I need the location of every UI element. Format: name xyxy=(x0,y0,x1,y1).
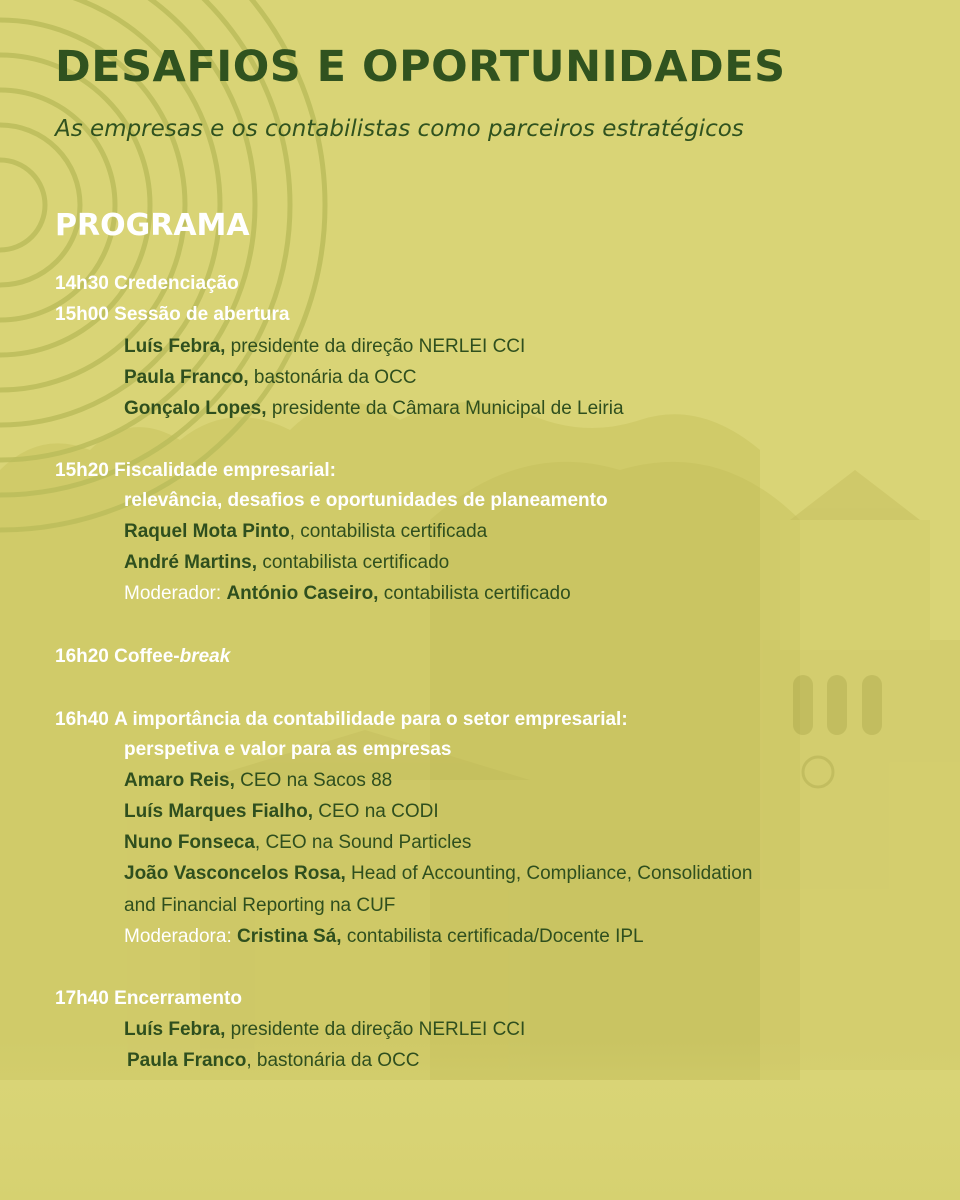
schedule-item-credenciacao xyxy=(55,269,239,299)
page-title: DESAFIOS E OPORTUNIDADES xyxy=(55,42,786,92)
speaker-line xyxy=(124,797,439,827)
speaker-line xyxy=(124,394,624,424)
schedule-title: Credenciação xyxy=(114,273,239,294)
page-subtitle: As empresas e os contabilistas como parceiros estratégicos xyxy=(55,116,744,142)
speaker-name: Luís Febra, xyxy=(124,336,226,357)
speaker-line xyxy=(124,517,487,547)
speaker-name: Luís Marques Fialho, xyxy=(124,801,313,822)
speaker-line xyxy=(124,766,392,796)
program-heading: PROGRAMA xyxy=(55,208,250,243)
speaker-role: CEO na CODI xyxy=(318,801,439,822)
speaker-role: contabilista certificado xyxy=(383,583,571,604)
schedule-time: 15h20 xyxy=(55,460,109,481)
speaker-role: bastonária da OCC xyxy=(253,367,417,388)
speaker-name: Raquel Mota Pinto xyxy=(124,521,290,542)
speaker-role: contabilista certificado xyxy=(262,552,450,573)
schedule-time: 17h40 xyxy=(55,988,109,1009)
speaker-name: Gonçalo Lopes, xyxy=(124,398,267,419)
schedule-item-encerramento xyxy=(55,984,242,1014)
schedule-time: 14h30 xyxy=(55,273,109,294)
speaker-name: Luís Febra, xyxy=(124,1019,226,1040)
schedule-title: Coffee- xyxy=(114,646,180,667)
speaker-role: , contabilista certificada xyxy=(289,521,488,542)
speaker-name: João Vasconcelos Rosa, xyxy=(124,863,346,884)
speaker-name: Nuno Fonseca xyxy=(124,832,255,853)
schedule-item-contabilidade xyxy=(55,705,628,735)
schedule-item-fiscalidade xyxy=(55,456,336,486)
schedule-item-coffee-break xyxy=(55,642,230,672)
session-subtitle: perspetiva e valor para as empresas xyxy=(124,739,452,760)
speaker-line xyxy=(124,332,525,362)
speaker-role: and Financial Reporting na CUF xyxy=(124,895,396,916)
moderator-line xyxy=(124,579,571,609)
schedule-subtitle xyxy=(124,735,451,765)
speaker-role: CEO na Sacos 88 xyxy=(240,770,393,791)
speaker-line xyxy=(124,548,449,578)
schedule-title-italic: break xyxy=(179,646,231,667)
moderator-label: Moderadora: xyxy=(124,926,232,947)
speaker-role: presidente da direção NERLEI CCI xyxy=(230,336,526,357)
speaker-name: Paula Franco xyxy=(127,1050,247,1071)
speaker-name: Paula Franco, xyxy=(124,367,249,388)
moderator-line xyxy=(124,922,644,952)
speaker-name: António Caseiro, xyxy=(226,583,379,604)
schedule-item-abertura xyxy=(55,300,289,330)
speaker-role: presidente da direção NERLEI CCI xyxy=(230,1019,526,1040)
speaker-name: Amaro Reis, xyxy=(124,770,235,791)
speaker-role: , bastonária da OCC xyxy=(246,1050,420,1071)
speaker-name: André Martins, xyxy=(124,552,258,573)
speaker-line xyxy=(124,828,471,858)
schedule-time: 16h20 xyxy=(55,646,109,667)
speaker-role-continuation xyxy=(124,891,395,921)
speaker-line xyxy=(124,859,752,889)
speaker-role: Head of Accounting, Compliance, Consolidation xyxy=(351,863,753,884)
speaker-role: , CEO na Sound Particles xyxy=(254,832,472,853)
schedule-title: Fiscalidade empresarial: xyxy=(114,460,336,481)
schedule-subtitle xyxy=(124,486,608,516)
schedule-title: Sessão de abertura xyxy=(114,304,290,325)
speaker-role: contabilista certificada/Docente IPL xyxy=(346,926,644,947)
speaker-line xyxy=(124,363,417,393)
speaker-role: presidente da Câmara Municipal de Leiria xyxy=(271,398,624,419)
session-subtitle: relevância, desafios e oportunidades de planeamento xyxy=(124,490,608,511)
speaker-line xyxy=(127,1046,420,1076)
moderator-label: Moderador: xyxy=(124,583,222,604)
schedule-title: A importância da contabilidade para o setor empresarial: xyxy=(114,709,628,730)
schedule-time: 16h40 xyxy=(55,709,109,730)
speaker-line xyxy=(124,1015,525,1045)
schedule-time: 15h00 xyxy=(55,304,109,325)
schedule-title: Encerramento xyxy=(114,988,242,1009)
speaker-name: Cristina Sá, xyxy=(237,926,342,947)
